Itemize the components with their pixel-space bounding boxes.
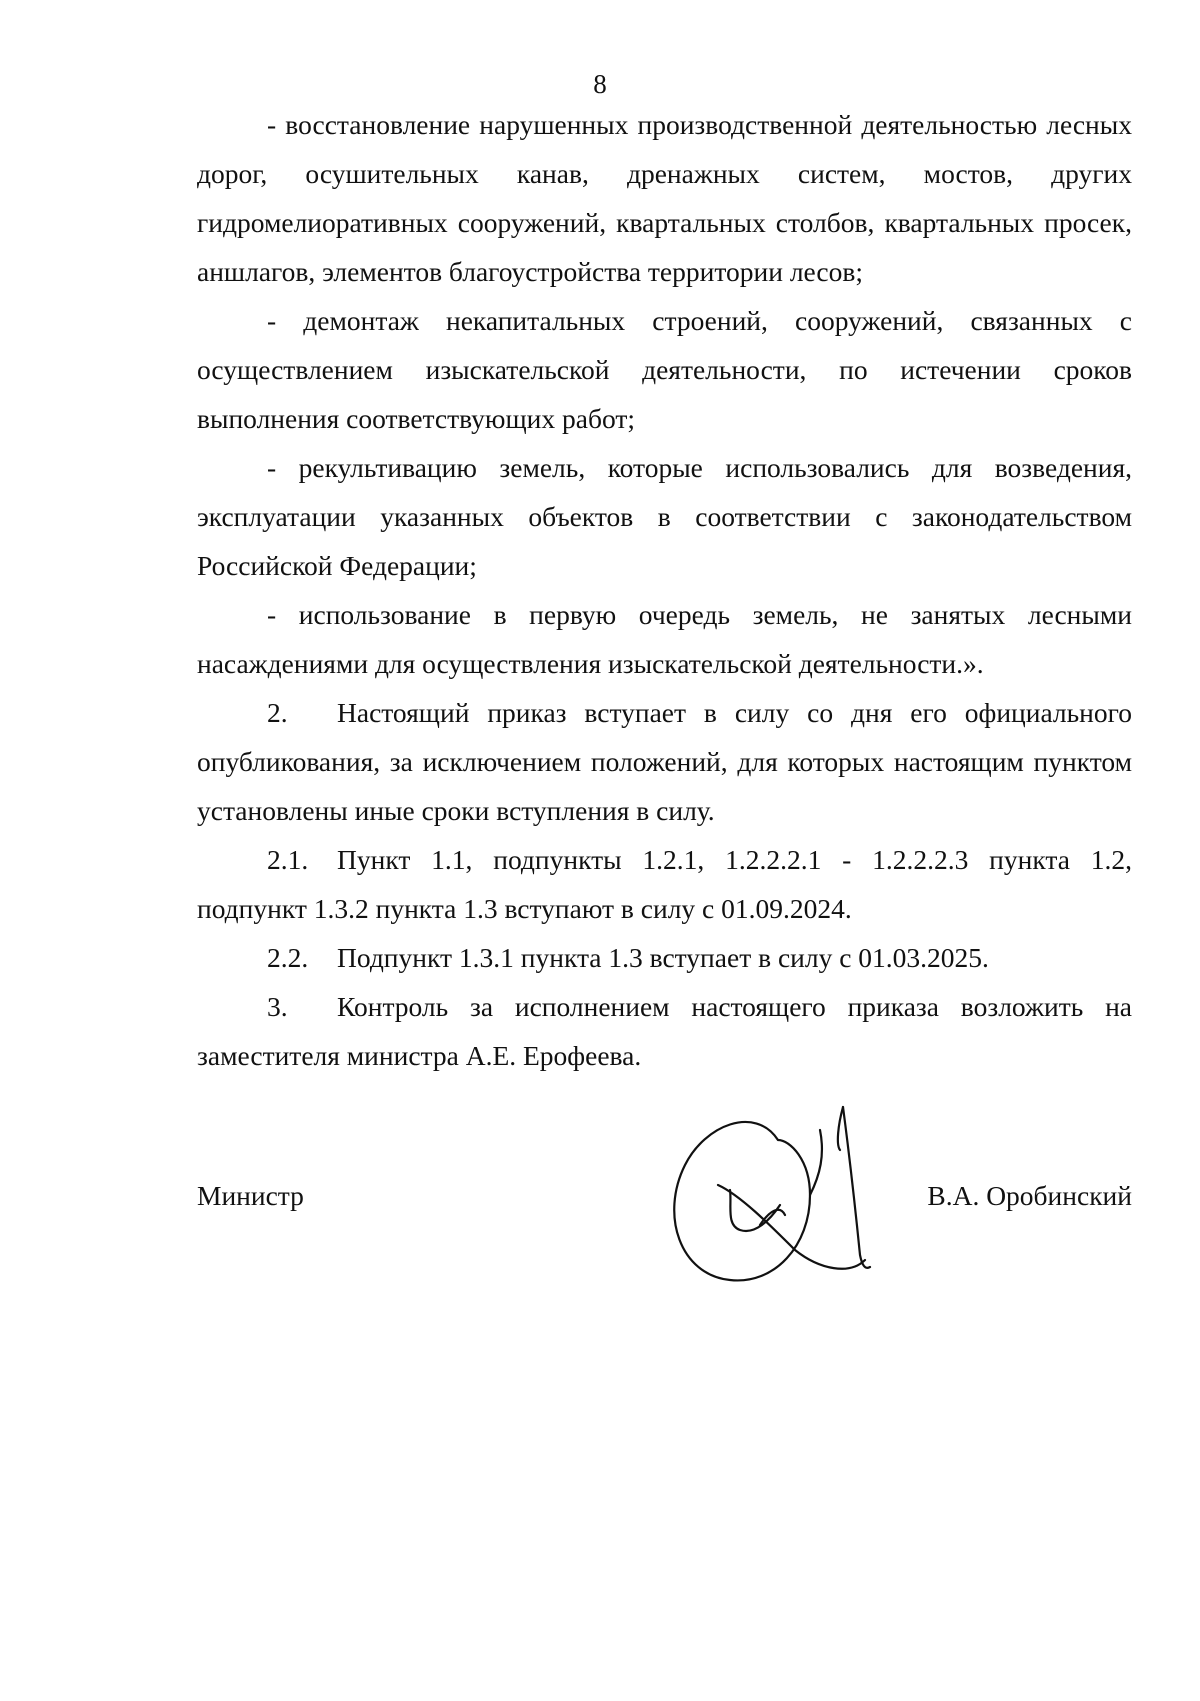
paragraph: - использование в первую очередь земель, не занятых лесными насаждениями для осуществления изыскательской деятельности.». bbox=[197, 599, 1132, 679]
paragraph: - рекультивацию земель, которые использовались для возведения, эксплуатации указанных объектов в соответствии с законодательством Российской Федерации; bbox=[197, 452, 1132, 581]
handwritten-signature bbox=[660, 1085, 910, 1305]
numbered-item bbox=[197, 933, 1132, 982]
item-text: Настоящий приказ вступает в силу со дня его официального опубликования, за исключением положений, для которых настоящим пунктом установлены иные сроки вступления в силу. bbox=[197, 697, 1132, 826]
paragraph: - демонтаж некапитальных строений, сооружений, связанных с осуществлением изыскательской деятельности, по истечении сроков выполнения соответствующих работ; bbox=[197, 305, 1132, 434]
signature-block bbox=[0, 1080, 1200, 1300]
numbered-item bbox=[197, 982, 1132, 1080]
item-number: 2. bbox=[267, 697, 288, 728]
item-text: Контроль за исполнением настоящего приказа возложить на заместителя министра А.Е. Ерофеева. bbox=[197, 991, 1132, 1071]
signer-role: Министр bbox=[197, 1180, 304, 1211]
item-text: Подпункт 1.3.1 пункта 1.3 вступает в силу с 01.03.2025. bbox=[337, 942, 989, 973]
numbered-item bbox=[197, 835, 1132, 933]
page-number: 8 bbox=[593, 69, 607, 99]
item-number: 3. bbox=[267, 991, 288, 1022]
document-body bbox=[197, 100, 1132, 1080]
item-number: 2.2. bbox=[267, 942, 309, 973]
signer-name: В.А. Оробинский bbox=[927, 1180, 1132, 1211]
numbered-item bbox=[197, 688, 1132, 835]
item-number: 2.1. bbox=[267, 844, 309, 875]
paragraph: - восстановление нарушенных производственной деятельностью лесных дорог, осушительных канав, дренажных систем, мостов, других гидромелиоративных сооружений, квартальных столбов, квартальных просек, аншлагов, элементов благоустройства территории лесов; bbox=[197, 109, 1132, 287]
item-text: Пункт 1.1, подпункты 1.2.1, 1.2.2.2.1 - 1.2.2.2.3 пункта 1.2, подпункт 1.3.2 пункта 1.3 вступают в силу с 01.09.2024. bbox=[197, 844, 1132, 924]
